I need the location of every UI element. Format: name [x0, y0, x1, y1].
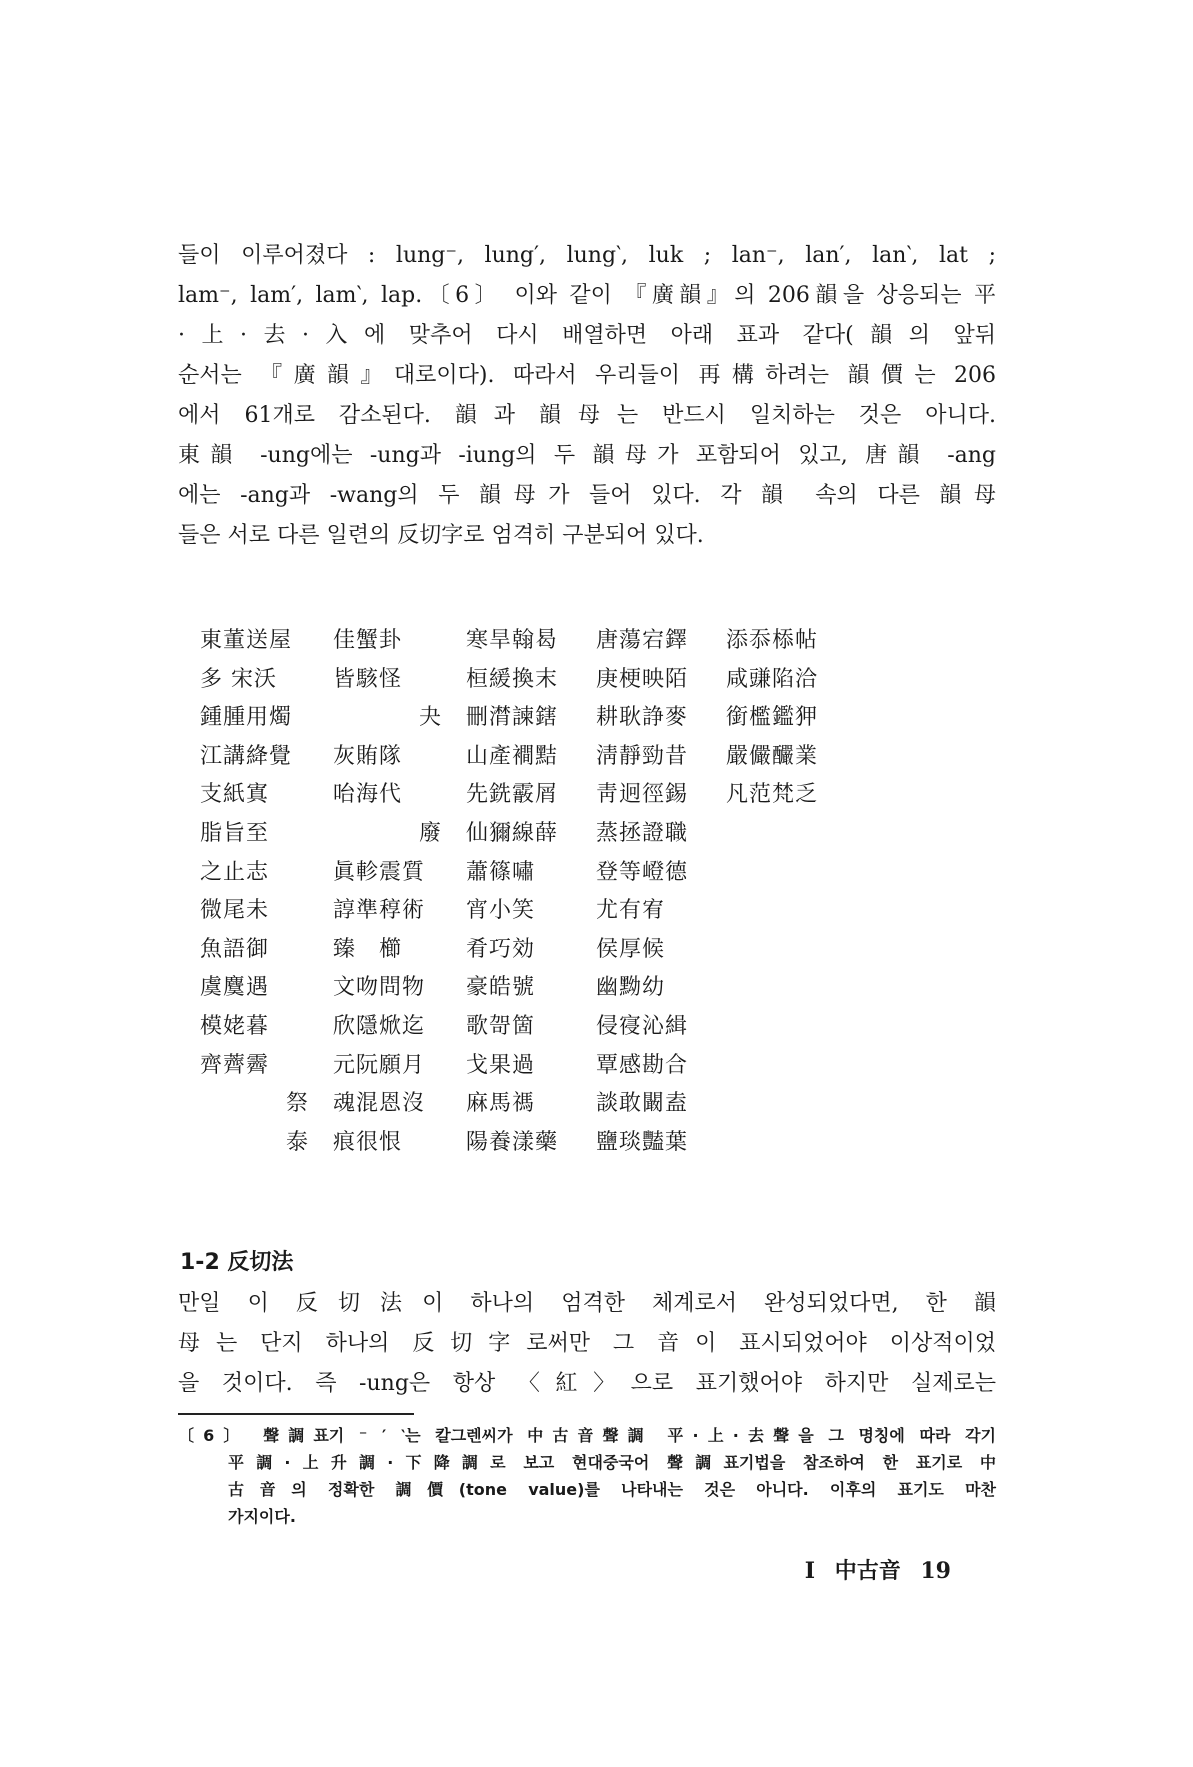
footnote-divider — [178, 1413, 414, 1415]
rhyme-cell: 鍾腫用燭 — [200, 705, 293, 731]
rhyme-cell: 談敢闞盍 — [596, 1091, 689, 1117]
rhyme-column-5 — [726, 622, 846, 1162]
rhyme-cell: 陽養漾藥 — [466, 1129, 559, 1155]
rhyme-cell: 登等嶝德 — [596, 859, 689, 885]
rhyme-cell: 多 宋沃 — [200, 666, 277, 692]
page-footer — [793, 1554, 951, 1585]
rhyme-cell: 覃感勘合 — [596, 1052, 689, 1078]
rhyme-column-2 — [333, 622, 466, 1162]
rhyme-cell: 添忝㮇帖 — [726, 628, 819, 653]
rhyme-cell: 咸豏陷洽 — [726, 666, 819, 692]
rhyme-cell: 桓緩換末 — [466, 666, 559, 692]
text-line: 들이 이루어졌다 : lung⁻, lung′, lung‵, luk ; lan⁻, lan′, lan‵, lat ; — [178, 243, 996, 268]
rhyme-cell: 唐蕩宕鐸 — [596, 628, 689, 653]
text-line: 만일 이 反切法이 하나의 엄격한 체계로서 완성되었다면, 한 韻 — [178, 1291, 996, 1316]
rhyme-cell: 東董送屋 — [200, 628, 293, 653]
section-title: 1-2 反切法 — [180, 1250, 294, 1275]
rhyme-cell: 臻 櫛 — [333, 936, 403, 962]
rhyme-cell: 支紙寘 — [200, 782, 270, 808]
footnote — [178, 1422, 996, 1530]
rhyme-cell: 嚴儼釅業 — [726, 743, 819, 769]
footnote-line: 平調·上升調·下降調로 보고 현대중국어 聲調표기법을 참조하여 한 표기로 中 — [228, 1453, 996, 1472]
rhyme-cell: 肴巧効 — [466, 936, 536, 962]
footnote-line: 〔6〕 聲調표기 ⁻ ′ ‵는 칼그렌씨가 中古音聲調 平·上·去聲을 그 명칭에 따라 각기 — [178, 1426, 996, 1445]
text-line: ·上·去·入에 맞추어 다시 배열하면 아래 표과 같다(韻의 앞뒤 — [178, 323, 996, 348]
rhyme-cell: 蕭篠嘯 — [466, 859, 536, 885]
text-line: 東韻 -ung에는 -ung과 -iung의 두 韻母가 포함되어 있고, 唐韻 -ang — [178, 443, 996, 468]
rhyme-table — [200, 622, 846, 1162]
rhyme-cell: 廢 — [418, 820, 442, 846]
rhyme-cell: 咍海代 — [333, 782, 403, 808]
rhyme-cell: 魂混恩沒 — [333, 1091, 426, 1117]
rhyme-cell: 文吻問物 — [333, 975, 426, 1001]
rhyme-cell: 山產襇黠 — [466, 743, 559, 769]
rhyme-cell: 脂旨至 — [200, 820, 270, 846]
rhyme-cell: 歌哿箇 — [466, 1013, 536, 1039]
rhyme-cell: 鹽琰豔葉 — [596, 1129, 689, 1155]
rhyme-cell: 耕耿諍麥 — [596, 705, 689, 731]
rhyme-cell: 靑迥徑錫 — [596, 782, 689, 808]
rhyme-cell: 微尾未 — [200, 898, 270, 924]
rhyme-cell: 先銑霰屑 — [466, 782, 559, 808]
rhyme-cell: 祭 — [285, 1091, 309, 1117]
rhyme-cell: 寒旱翰曷 — [466, 628, 559, 653]
rhyme-cell: 蒸拯證職 — [596, 820, 689, 846]
rhyme-cell: 之止志 — [200, 859, 270, 885]
rhyme-cell: 夬 — [418, 705, 442, 731]
rhyme-cell: 欣隱焮迄 — [333, 1013, 426, 1039]
chapter-title: 中古音 — [834, 1558, 901, 1584]
text-line: 에는 -ang과 -wang의 두 韻母가 들어 있다. 각 韻 속의 다른 韻母 — [178, 483, 996, 508]
rhyme-cell: 虞麌遇 — [200, 975, 270, 1001]
rhyme-cell: 元阮願月 — [333, 1052, 426, 1078]
text-line: 母는 단지 하나의 反切字로써만 그 音이 표시되었어야 이상적이었 — [178, 1331, 996, 1356]
rhyme-cell: 銜檻鑑狎 — [726, 705, 819, 731]
rhyme-cell: 豪皓號 — [466, 975, 536, 1001]
rhyme-cell: 仙獮線薛 — [466, 820, 559, 846]
rhyme-cell: 齊薺霽 — [200, 1052, 270, 1078]
rhyme-cell: 模姥暮 — [200, 1013, 270, 1039]
rhyme-cell: 戈果過 — [466, 1052, 536, 1078]
footnote-line: 가지이다. — [228, 1507, 296, 1526]
rhyme-cell: 宵小笑 — [466, 898, 536, 924]
paragraph-1 — [178, 236, 996, 556]
rhyme-cell: 佳蟹卦 — [333, 628, 403, 653]
text-line: 순서는 『廣韻』대로이다). 따라서 우리들이 再構하려는 韻價는 206 — [178, 363, 996, 388]
rhyme-cell: 江講絳覺 — [200, 743, 293, 769]
rhyme-cell: 眞軫震質 — [333, 859, 426, 885]
footnote-line: 古音의 정확한 調價(tone value)를 나타내는 것은 아니다. 이후의 표기도 마찬 — [228, 1480, 996, 1499]
rhyme-column-1 — [200, 622, 333, 1162]
rhyme-cell: 庚梗映陌 — [596, 666, 689, 692]
rhyme-cell: 魚語御 — [200, 936, 270, 962]
rhyme-cell: 淸靜勁昔 — [596, 743, 689, 769]
rhyme-column-4 — [596, 622, 726, 1162]
rhyme-cell: 皆駭怪 — [333, 666, 403, 692]
paragraph-2 — [178, 1284, 996, 1404]
rhyme-column-3 — [466, 622, 596, 1162]
rhyme-cell: 痕很恨 — [333, 1129, 403, 1155]
rhyme-cell: 刪潸諫鎋 — [466, 705, 559, 731]
rhyme-cell: 尤有宥 — [596, 898, 666, 924]
rhyme-cell: 灰賄隊 — [333, 743, 403, 769]
chapter-number: I — [804, 1558, 816, 1584]
text-line: 들은 서로 다른 일련의 反切字로 엄격히 구분되어 있다. — [178, 523, 704, 548]
page-number: 19 — [920, 1558, 951, 1584]
rhyme-cell: 侯厚候 — [596, 936, 666, 962]
rhyme-cell: 幽黝幼 — [596, 975, 666, 1001]
text-line: lam⁻, lam′, lam‵, lap.〔6〕 이와 같이 『廣韻』의 206韻을 상응되는 平 — [178, 283, 996, 308]
rhyme-cell: 諄準稕術 — [333, 898, 426, 924]
rhyme-cell: 侵寑沁緝 — [596, 1013, 689, 1039]
rhyme-cell: 泰 — [285, 1129, 309, 1155]
rhyme-cell: 凡范梵乏 — [726, 782, 819, 808]
text-line: 에서 61개로 감소된다. 韻과 韻母는 반드시 일치하는 것은 아니다. — [178, 403, 996, 428]
rhyme-cell: 麻馬禡 — [466, 1091, 536, 1117]
text-line: 을 것이다. 즉 -ung은 항상 〈紅〉으로 표기했어야 하지만 실제로는 — [178, 1371, 996, 1396]
